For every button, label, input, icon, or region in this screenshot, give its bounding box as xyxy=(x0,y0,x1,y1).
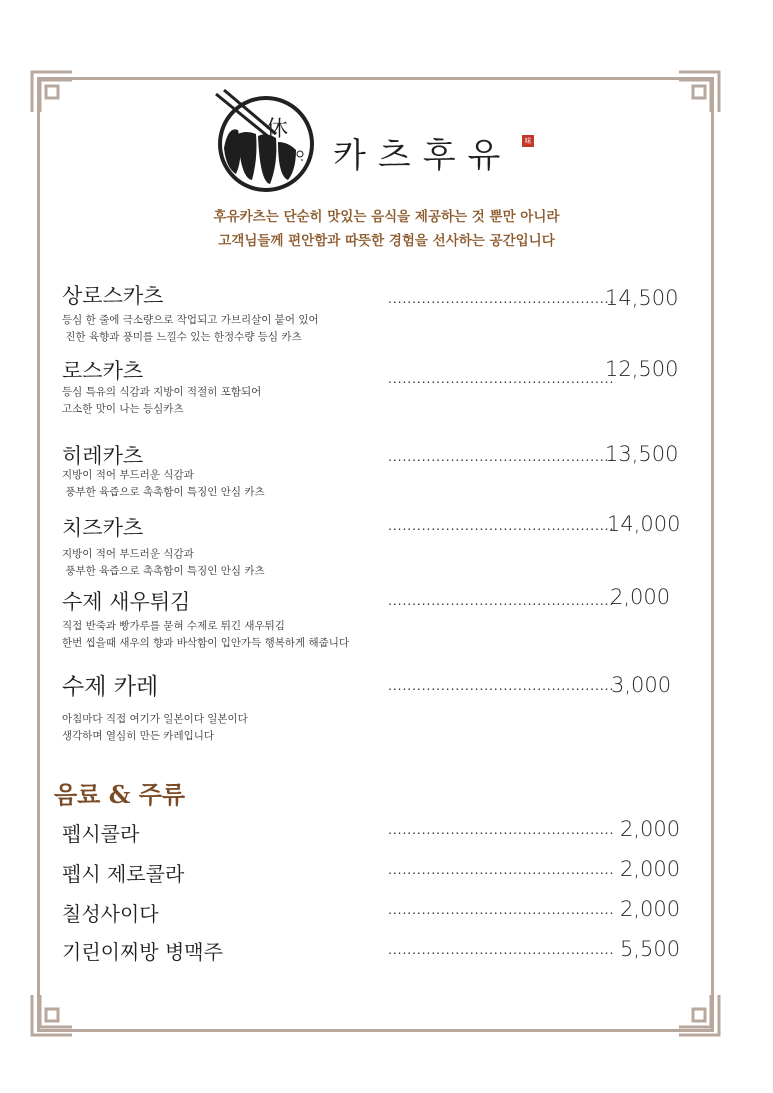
menu-item-name: 치즈카츠 xyxy=(62,516,144,540)
menu-item-price: 14,000 xyxy=(607,512,681,536)
menu-item-description: 지방이 적어 부드러운 식감과 풍부한 육즙으로 촉촉함이 특징인 안심 카츠 xyxy=(62,548,265,577)
menu-item-price: 2,000 xyxy=(610,585,671,609)
leader-dots: ............................................... xyxy=(388,594,615,608)
menu-item-name: 수제 새우튀김 xyxy=(62,590,191,614)
tagline xyxy=(0,205,773,253)
menu-item-name: 로스카츠 xyxy=(62,359,144,383)
menu-item-description: 직접 반죽과 빵가루를 묻혀 수제로 튀긴 새우튀김 한번 씹을때 새우의 향과 바삭함이 입안가득 행복하게 해줍니다 xyxy=(62,620,350,649)
leader-dots: ............................................... xyxy=(388,863,615,877)
leader-dots: ............................................... xyxy=(388,679,615,693)
corner-ornament-top-right-icon xyxy=(677,70,721,114)
brand-name: 카츠후유 xyxy=(333,136,513,176)
menu-item-price: 12,500 xyxy=(605,357,679,381)
leader-dots: ............................................... xyxy=(388,519,615,533)
drink-item-name: 기린이찌방 병맥주 xyxy=(62,940,223,964)
leader-dots: ............................................... xyxy=(388,823,615,837)
menu-item-description: 등심 한 줄에 극소량으로 작업되고 가브리살이 붙어 있어 진한 육향과 풍미를 느낄수 있는 한정수량 등심 카츠 xyxy=(62,314,319,343)
drink-item-price: 2,000 xyxy=(620,897,681,921)
menu-item-price: 3,000 xyxy=(611,673,672,697)
corner-ornament-bottom-right-icon xyxy=(677,993,721,1037)
corner-ornament-bottom-left-icon xyxy=(30,993,74,1037)
tagline-line-1: 후유카츠는 단순히 맛있는 음식을 제공하는 것 뿐만 아니라 xyxy=(213,209,560,225)
leader-dots: ............................................... xyxy=(388,292,615,306)
menu-item-name: 히레카츠 xyxy=(62,444,144,468)
menu-item-description: 아침마다 직접 여기가 일본이다 일본이다 생각하며 열심히 만든 카레입니다 xyxy=(62,713,248,742)
menu-item-name: 상로스카츠 xyxy=(62,284,164,308)
corner-ornament-top-left-icon xyxy=(30,70,74,114)
tagline-line-2: 고객님들께 편안함과 따뜻한 경험을 선사하는 공간입니다 xyxy=(218,233,555,249)
menu-item-name: 수제 카레 xyxy=(62,674,159,700)
leader-dots: ............................................... xyxy=(388,943,615,957)
drink-item-name: 펩시 제로콜라 xyxy=(62,862,185,886)
logo-character: 休 xyxy=(266,117,289,142)
drink-item-price: 2,000 xyxy=(620,817,681,841)
leader-dots: ............................................... xyxy=(388,372,615,386)
leader-dots: ............................................... xyxy=(388,903,615,917)
leader-dots: ............................................... xyxy=(388,450,615,464)
section-title-drinks: 음료 & 주류 xyxy=(54,780,186,809)
menu-item-price: 13,500 xyxy=(605,442,679,466)
menu-item-description: 등심 특유의 식감과 지방이 적절히 포함되어 고소한 맛이 나는 등심카츠 xyxy=(62,386,262,415)
logo xyxy=(208,86,328,196)
drink-item-price: 5,500 xyxy=(620,937,681,961)
drink-item-name: 칠성사이다 xyxy=(62,902,159,926)
drink-item-price: 2,000 xyxy=(620,857,681,881)
seal-stamp: 味 xyxy=(522,135,534,147)
menu-item-description: 지방이 적어 부드러운 식감과 풍부한 육즙으로 촉촉함이 특징인 안심 카츠 xyxy=(62,469,265,498)
menu-item-price: 14,500 xyxy=(605,286,679,310)
drink-item-name: 펩시콜라 xyxy=(62,822,140,846)
